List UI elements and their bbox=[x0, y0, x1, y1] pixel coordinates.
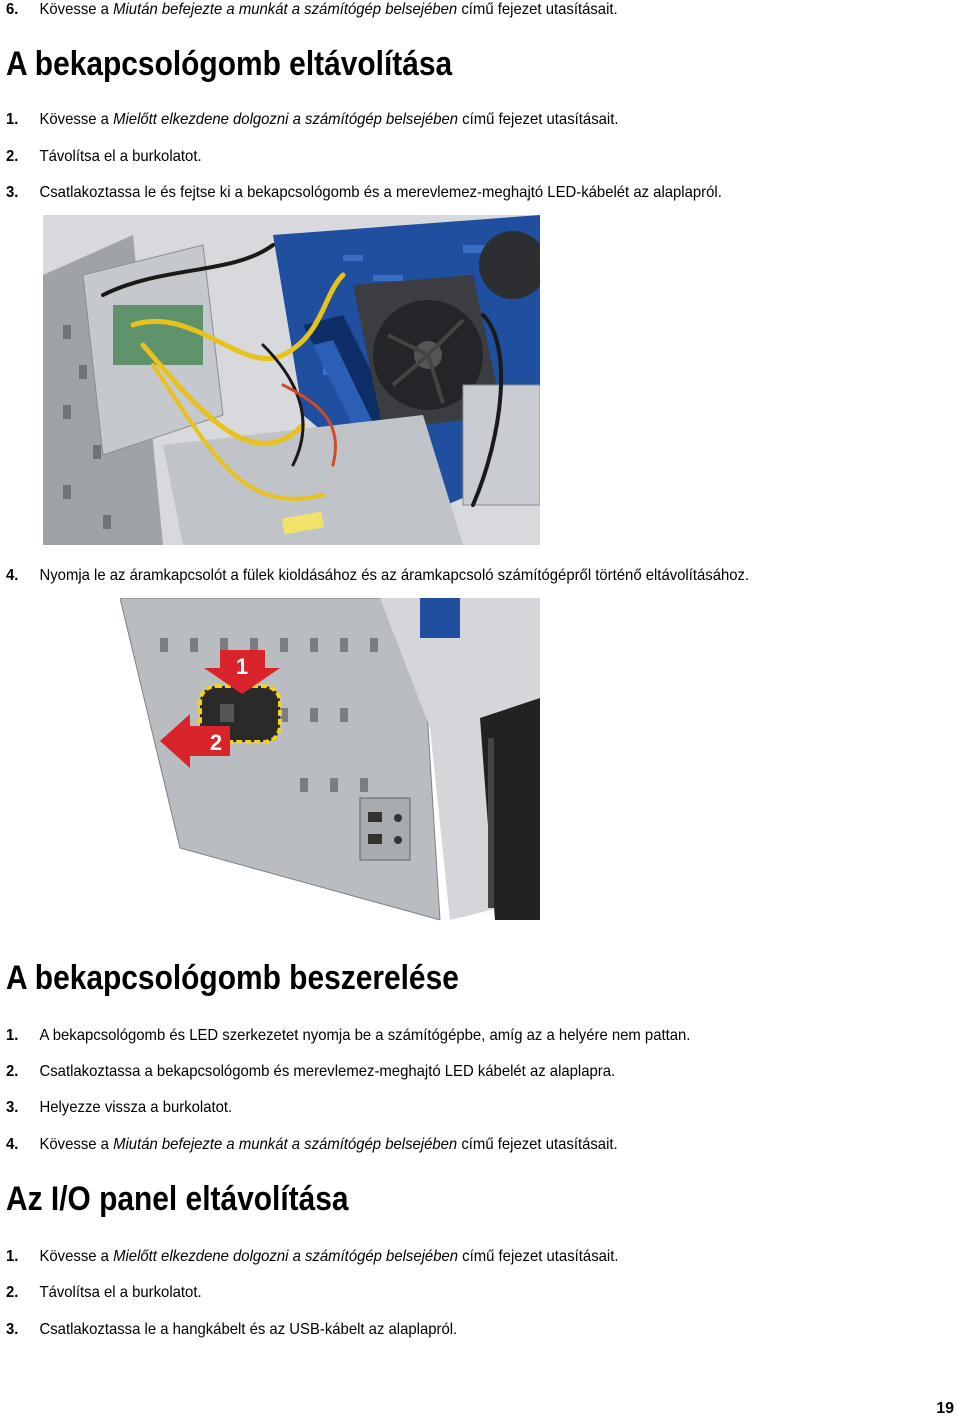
section-title-io-panel-removal: Az I/O panel eltávolítása bbox=[6, 1180, 349, 1218]
install-step-3: 3. Helyezze vissza a burkolatot. bbox=[6, 1099, 233, 1116]
step-4: 4. Nyomja le az áramkapcsolót a fülek kioldásához és az áramkapcsoló számítógépről történő eltávolításához. bbox=[6, 567, 750, 584]
io-step-2: 2. Távolítsa el a burkolatot. bbox=[6, 1284, 202, 1301]
callout-1-label: 1 bbox=[235, 654, 249, 679]
section-title-power-button-removal: A bekapcsológomb eltávolítása bbox=[6, 45, 453, 83]
install-step-1: 1. A bekapcsológomb és LED szerkezetet nyomja be a számítógépbe, amíg az a helyére nem pattan. bbox=[6, 1027, 691, 1044]
install-step-4: 4. Kövesse a Miután befejezte a munkát a számítógép belsejében című fejezet utasításait. bbox=[6, 1136, 618, 1153]
motherboard-illustration bbox=[43, 215, 540, 545]
step-2: 2. Távolítsa el a burkolatot. bbox=[6, 148, 202, 165]
step-1: 1. Kövesse a Mielőtt elkezdene dolgozni a számítógép belsejében című fejezet utasításait. bbox=[6, 111, 619, 128]
power-switch-illustration bbox=[120, 598, 540, 920]
io-step-1: 1. Kövesse a Mielőtt elkezdene dolgozni a számítógép belsejében című fejezet utasításait. bbox=[6, 1248, 619, 1265]
power-switch-removal-photo bbox=[120, 598, 540, 920]
io-step-3: 3. Csatlakoztassa le a hangkábelt és az USB-kábelt az alaplapról. bbox=[6, 1321, 458, 1338]
step-3: 3. Csatlakoztassa le és fejtse ki a bekapcsológomb és a merevlemez-meghajtó LED-kábelét az alaplapról. bbox=[6, 184, 722, 201]
install-step-2: 2. Csatlakoztassa a bekapcsológomb és merevlemez-meghajtó LED kábelét az alaplapra. bbox=[6, 1063, 616, 1080]
section-title-power-button-install: A bekapcsológomb beszerelése bbox=[6, 959, 459, 997]
callout-2-label: 2 bbox=[209, 730, 223, 755]
motherboard-cable-photo bbox=[43, 215, 540, 545]
step-6: 6. Kövesse a Miután befejezte a munkát a számítógép belsejében című fejezet utasításait. bbox=[6, 1, 618, 18]
page-number: 19 bbox=[936, 1400, 954, 1417]
